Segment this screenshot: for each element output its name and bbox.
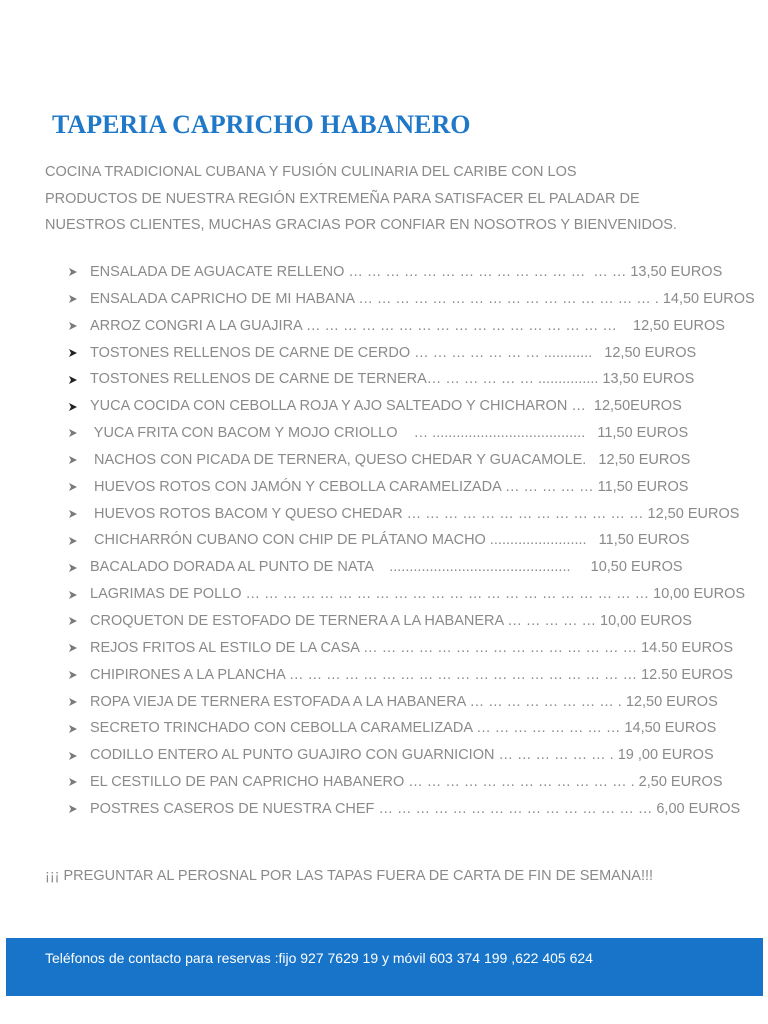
arrow-bullet-icon (68, 348, 90, 358)
arrow-bullet-icon (68, 321, 90, 331)
arrow-bullet-icon (68, 616, 90, 626)
page-title: TAPERIA CAPRICHO HABANERO (52, 110, 471, 139)
menu-item-text: TOSTONES RELLENOS DE CARNE DE TERNERA… … … … … … ............... 13,50 EUROS (90, 371, 695, 388)
menu-item-text: CHIPIRONES A LA PLANCHA … … … … … … … … … … … … … … … … … … … 12.50 EUROS (90, 666, 733, 683)
menu-item (68, 340, 748, 367)
menu-item (68, 769, 748, 796)
weekend-note: ¡¡¡ PREGUNTAR AL PEROSNAL POR LAS TAPAS FUERA DE CARTA DE FIN DE SEMANA!!! (45, 868, 654, 884)
menu-item (68, 554, 748, 581)
arrow-bullet-icon (68, 590, 90, 600)
menu-item-text: SECRETO TRINCHADO CON CEBOLLA CARAMELIZADA … … … … … … … … 14,50 EUROS (90, 720, 717, 737)
menu-item-text: CHICHARRÓN CUBANO CON CHIP DE PLÁTANO MACHO ........................ 11,50 EUROS (90, 532, 690, 549)
arrow-bullet-icon (68, 294, 90, 304)
menu-item (68, 581, 748, 608)
menu-item-text: ROPA VIEJA DE TERNERA ESTOFADA A LA HABANERA … … … … … … … … . 12,50 EUROS (90, 693, 718, 710)
menu-item-text: NACHOS CON PICADA DE TERNERA, QUESO CHEDAR Y GUACAMOLE. 12,50 EUROS (90, 451, 691, 468)
intro-line: COCINA TRADICIONAL CUBANA Y FUSIÓN CULINARIA DEL CARIBE CON LOS (45, 164, 577, 180)
menu-item-text: ENSALADA DE AGUACATE RELLENO … … … … … … … … … … … … … … … 13,50 EUROS (90, 264, 723, 280)
intro-paragraph (45, 159, 725, 239)
menu-item-text: BACALADO DORADA AL PUNTO DE NATA ............................................. 10,50 EUROS (90, 559, 683, 576)
menu-item (68, 313, 748, 340)
contact-footer (6, 938, 763, 996)
menu-item (68, 608, 748, 635)
menu-list (68, 259, 755, 823)
menu-item (68, 742, 748, 769)
menu-item-text: ARROZ CONGRI A LA GUAJIRA … … … … … … … … … … … … … … … … … 12,50 EUROS (90, 317, 725, 334)
menu-item-text: CODILLO ENTERO AL PUNTO GUAJIRO CON GUARNICION … … … … … … . 19 ,00 EUROS (90, 747, 714, 764)
arrow-bullet-icon (68, 428, 90, 438)
arrow-bullet-icon (68, 509, 90, 519)
arrow-bullet-icon (68, 777, 90, 787)
menu-item-text: YUCA FRITA CON BACOM Y MOJO CRIOLLO … ...................................... 11,50 EUROS (90, 425, 689, 442)
contact-phones: Teléfonos de contacto para reservas :fijo 927 7629 19 y móvil 603 374 199 ,622 405 624 (45, 950, 593, 966)
menu-item-text: LAGRIMAS DE POLLO … … … … … … … … … … … … … … … … … … … … … … 10,00 EUROS (90, 586, 746, 603)
arrow-bullet-icon (68, 670, 90, 680)
arrow-bullet-icon (68, 536, 90, 546)
menu-item (68, 420, 748, 447)
arrow-bullet-icon (68, 804, 90, 814)
arrow-bullet-icon (68, 697, 90, 707)
arrow-bullet-icon (68, 402, 90, 412)
menu-item (68, 796, 748, 823)
arrow-bullet-icon (68, 455, 90, 465)
arrow-bullet-icon (68, 751, 90, 761)
menu-item-text: YUCA COCIDA CON CEBOLLA ROJA Y AJO SALTEADO Y CHICHARON … 12,50EUROS (90, 398, 682, 415)
menu-item (68, 393, 748, 420)
menu-item-text: EL CESTILLO DE PAN CAPRICHO HABANERO … … … … … … … … … … … … . 2,50 EUROS (90, 774, 723, 791)
arrow-bullet-icon (68, 563, 90, 573)
menu-item (68, 447, 748, 474)
menu-item-text: CROQUETON DE ESTOFADO DE TERNERA A LA HABANERA … … … … … 10,00 EUROS (90, 612, 692, 629)
menu-item (68, 286, 755, 313)
arrow-bullet-icon (68, 724, 90, 734)
menu-item (68, 662, 748, 689)
menu-item (68, 689, 748, 716)
menu-item (68, 259, 748, 286)
menu-item-text: HUEVOS ROTOS CON JAMÓN Y CEBOLLA CARAMELIZADA … … … … … 11,50 EUROS (90, 478, 689, 495)
menu-item (68, 527, 748, 554)
menu-item (68, 715, 748, 742)
menu-item-text: TOSTONES RELLENOS DE CARNE DE CERDO … … … … … … … ............ 12,50 EUROS (90, 344, 697, 361)
arrow-bullet-icon (68, 643, 90, 653)
menu-item (68, 366, 748, 393)
menu-item-text: REJOS FRITOS AL ESTILO DE LA CASA … … … … … … … … … … … … … … … 14.50 EUROS (90, 639, 733, 656)
intro-line: NUESTROS CLIENTES, MUCHAS GRACIAS POR CONFIAR EN NOSOTROS Y BIENVENIDOS. (45, 217, 677, 233)
menu-item (68, 635, 748, 662)
menu-item-text: ENSALADA CAPRICHO DE MI HABANA … … … … … … … … … … … … … … … … . 14,50 EUROS (90, 290, 755, 307)
menu-item (68, 474, 748, 501)
menu-item-text: POSTRES CASEROS DE NUESTRA CHEF … … … … … … … … … … … … … … … 6,00 EUROS (90, 800, 741, 817)
intro-line: PRODUCTOS DE NUESTRA REGIÓN EXTREMEÑA PARA SATISFACER EL PALADAR DE (45, 190, 640, 207)
arrow-bullet-icon (68, 375, 90, 385)
arrow-bullet-icon (68, 267, 90, 277)
arrow-bullet-icon (68, 482, 90, 492)
menu-item (68, 501, 748, 528)
menu-item-text: HUEVOS ROTOS BACOM Y QUESO CHEDAR … … … … … … … … … … … … … 12,50 EUROS (90, 505, 740, 522)
